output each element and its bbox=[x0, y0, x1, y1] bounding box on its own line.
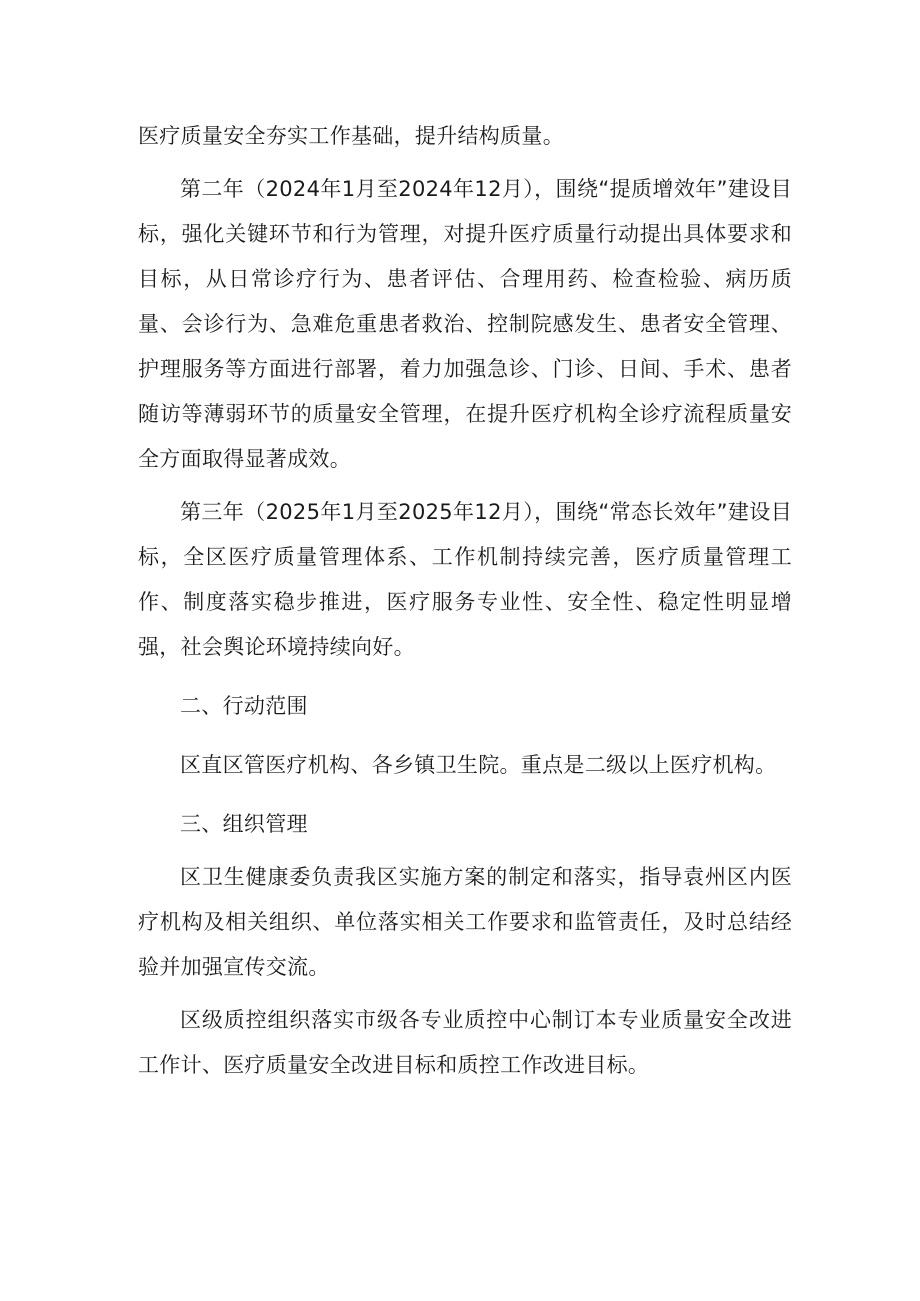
paragraph-third-year: 第三年（2025年1月至2025年12月），围绕“常态长效年”建设目标，全区医疗质量管理体系、工作机制持续完善，医疗质量管理工作、制度落实稳步推进，医疗服务专业性、安全性、稳定性明显增强，社会舆论环境持续向好。 bbox=[138, 500, 792, 659]
paragraph-second-year: 第二年（2024年1月至2024年12月），围绕“提质增效年”建设目标，强化关键环节和行为管理，对提升医疗质量行动提出具体要求和目标，从日常诊疗行为、患者评估、合理用药、检查检验、病历质量、会诊行为、急难危重患者救治、控制院感发生、患者安全管理、护理服务等方面进行部署，着力加强急诊、门诊、日间、手术、患者随访等薄弱环节的质量安全管理，在提升医疗机构全诊疗流程质量安全方面取得显著成效。 bbox=[138, 177, 792, 471]
section-heading-scope: 二、行动范围 bbox=[180, 694, 308, 718]
document-body bbox=[138, 114, 792, 1088]
paragraph-quality-control: 区级质控组织落实市级各专业质控中心制订本专业质量安全改进工作计、医疗质量安全改进目标和质控工作改进目标。 bbox=[138, 1008, 792, 1077]
section-heading-organization: 三、组织管理 bbox=[180, 812, 308, 836]
paragraph-continuation: 医疗质量安全夯实工作基础，提升结构质量。 bbox=[138, 124, 564, 148]
paragraph-organization-committee: 区卫生健康委负责我区实施方案的制定和落实，指导袁州区内医疗机构及相关组织、单位落实相关工作要求和监管责任，及时总结经验并加强宣传交流。 bbox=[138, 865, 792, 979]
paragraph-scope: 区直区管医疗机构、各乡镇卫生院。重点是二级以上医疗机构。 bbox=[180, 753, 777, 777]
